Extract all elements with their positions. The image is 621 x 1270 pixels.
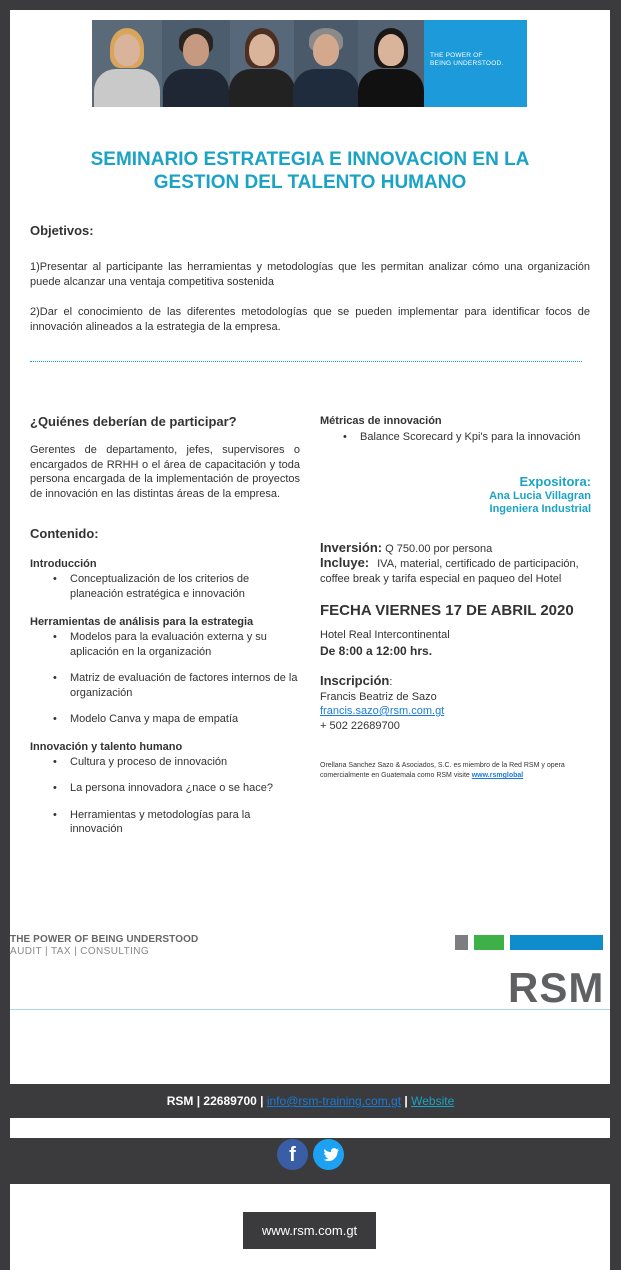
tools-list	[30, 630, 300, 727]
person-photo-3	[230, 20, 294, 107]
twitter-icon[interactable]	[313, 1139, 344, 1170]
objective-1: 1)Presentar al participante las herramientas y metodologías que les permitan analizar cómo una organización puede alcanzar una ventaja competitiva sostenida	[30, 261, 590, 288]
hero-banner	[92, 20, 527, 107]
left-column	[30, 414, 300, 837]
facebook-icon[interactable]: f	[277, 1139, 308, 1170]
bottom-panel	[10, 1184, 610, 1270]
list-item: • Modelos para la evaluación externa y su aplicación en la organización	[70, 630, 300, 659]
disclaimer: Orellana Sanchez Sazo & Asociados, S.C. es miembro de la Red RSM y opera comercialmente en Guatemala como RSM visite www.rsmglobal	[320, 762, 565, 779]
rsm-logo: RSM	[508, 964, 605, 1011]
speaker-block	[320, 474, 591, 515]
objective-2: 2)Dar el conocimiento de las diferentes metodologías que se pueden implementar para identificar focos de innovación alineados a la estrategia de la empresa.	[30, 306, 590, 333]
registration-email-link[interactable]: francis.sazo@rsm.com.gt	[320, 705, 445, 717]
registration-phone: + 502 22689700	[320, 719, 400, 732]
footer-divider	[10, 1009, 610, 1010]
website-link[interactable]: Website	[411, 1094, 455, 1108]
list-item: • Cultura y proceso de innovación	[70, 755, 300, 770]
page-title: SEMINARIO ESTRATEGIA E INNOVACION EN LA GESTION DEL TALENTO HUMANO	[90, 149, 530, 193]
tools-heading: Herramientas de análisis para la estrategia	[30, 616, 254, 628]
investment-label: Inversión:	[320, 539, 383, 555]
speaker-role: Ingeniera Industrial	[489, 502, 591, 515]
event-venue: Hotel Real Intercontinental	[320, 629, 450, 641]
participants-heading: ¿Quiénes deberían de participar?	[30, 414, 237, 429]
list-item: • Modelo Canva y mapa de empatía	[70, 712, 300, 727]
person-photo-2	[162, 20, 230, 107]
list-item: • Balance Scorecard y Kpi's para la innovación	[360, 430, 591, 445]
contact-email-link[interactable]: info@rsm-training.com.gt	[266, 1094, 402, 1108]
footer-tagline-logo: THE POWER OF BEING UNDERSTOOD AUDIT | TAX | CONSULTING	[10, 934, 199, 957]
registration-block: Inscripción: Francis Beatriz de Sazo francis.sazo@rsm.com.gt + 502 22689700	[320, 672, 591, 734]
registration-name: Francis Beatriz de Sazo	[320, 690, 437, 703]
site-url-button[interactable]: www.rsm.com.gt	[243, 1212, 376, 1249]
event-date: FECHA VIERNES 17 DE ABRIL 2020	[320, 602, 574, 619]
innovation-heading: Innovación y talento humano	[30, 740, 183, 753]
rsm-bar-blue	[510, 935, 603, 950]
registration-label: Inscripción	[320, 672, 390, 688]
rsm-bar-grey	[455, 935, 468, 950]
intro-heading: Introducción	[30, 558, 97, 570]
list-item: • Matriz de evaluación de factores internos de la organización	[70, 671, 300, 700]
intro-list	[30, 572, 300, 601]
investment-block	[320, 541, 591, 587]
metrics-heading: Métricas de innovación	[320, 415, 442, 427]
content-heading: Contenido:	[30, 526, 99, 541]
contact-bar: RSM | 22689700 | info@rsm-training.com.gt | Website	[166, 1094, 455, 1108]
person-photo-1	[92, 20, 162, 107]
includes-label: Incluye:	[320, 555, 370, 570]
right-column	[320, 414, 591, 781]
email-card	[10, 10, 610, 1084]
metrics-list	[320, 430, 591, 445]
person-photo-4	[294, 20, 358, 107]
rsm-bar-green	[474, 935, 504, 950]
speaker-label: Expositora:	[519, 473, 591, 489]
event-time: De 8:00 a 12:00 hrs.	[320, 643, 433, 658]
innovation-list	[30, 755, 300, 837]
list-item: • Herramientas y metodologías para la innovación	[70, 808, 300, 837]
list-item: • Conceptualización de los criterios de planeación estratégica e innovación	[70, 572, 300, 601]
list-item: • La persona innovadora ¿nace o se hace?	[70, 781, 300, 796]
objectives-heading: Objetivos:	[30, 223, 94, 238]
includes-value: IVA, material, certificado de participación, coffee break y tarifa especial en paqueo del Hotel	[320, 558, 579, 585]
investment-value: Q 750.00 por persona	[382, 542, 493, 555]
spacer-strip	[10, 1118, 610, 1138]
participants-text: Gerentes de departamento, jefes, supervisores o encargados de RRHH o el área de capacitación y toda persona encargada de la implementación de proyectos de innovación en las distintas áreas de la empresa.	[30, 444, 300, 500]
hero-tagline: THE POWER OF BEING UNDERSTOOD.	[424, 20, 527, 107]
person-photo-5	[358, 20, 424, 107]
divider	[30, 361, 582, 362]
rsmglobal-link[interactable]: www.rsmglobal	[471, 772, 524, 779]
speaker-name: Ana Lucia Villagran	[489, 489, 591, 502]
